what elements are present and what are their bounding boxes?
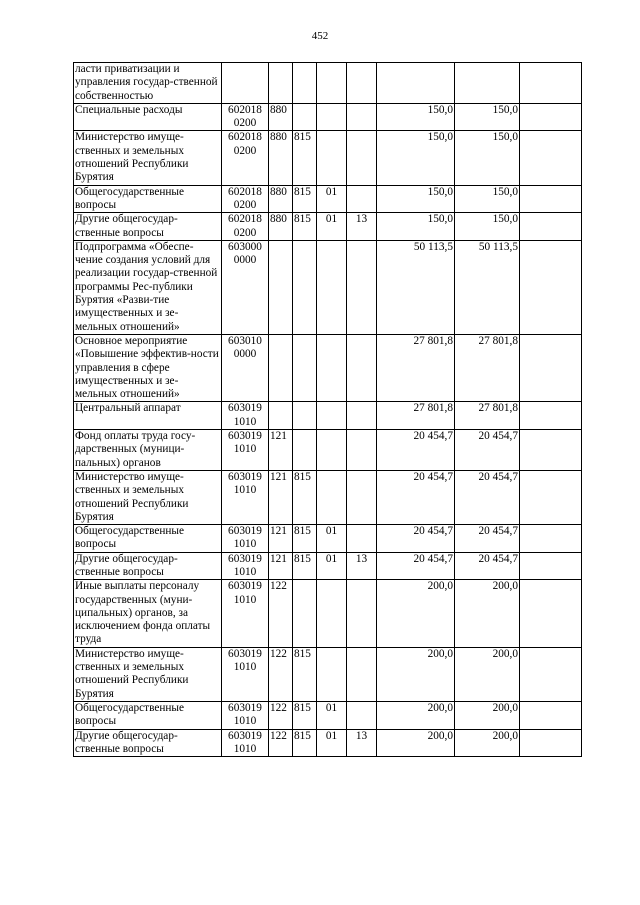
amount-cell: 200,0: [377, 580, 455, 647]
amount-total-cell: [455, 63, 520, 104]
row-name-cell: ласти приватизации и управления государ-ственной собственностью: [74, 63, 222, 104]
amount-cell: 20 454,7: [377, 430, 455, 471]
ministry-code-cell: 815: [293, 213, 317, 241]
expense-type-cell: 121: [269, 470, 293, 524]
empty-cell: [520, 701, 582, 729]
target-code-cell: 602018 0200: [222, 185, 269, 213]
section-code-cell: 01: [317, 701, 347, 729]
table-row: [74, 334, 582, 401]
table-body: [74, 63, 582, 757]
amount-cell: 20 454,7: [377, 470, 455, 524]
amount-cell: 150,0: [377, 103, 455, 131]
expense-type-cell: 880: [269, 185, 293, 213]
expense-type-cell: 122: [269, 701, 293, 729]
ministry-code-cell: 815: [293, 647, 317, 701]
table-row: [74, 185, 582, 213]
expense-type-cell: 880: [269, 213, 293, 241]
ministry-code-cell: 815: [293, 185, 317, 213]
subsection-code-cell: [347, 63, 377, 104]
target-code-cell: 603019 1010: [222, 647, 269, 701]
section-code-cell: 01: [317, 213, 347, 241]
expense-type-cell: 880: [269, 131, 293, 185]
row-name-cell: Другие общегосудар-ственные вопросы: [74, 552, 222, 580]
row-name-cell: Фонд оплаты труда госу-дарственных (муници-пальных) органов: [74, 430, 222, 471]
section-code-cell: [317, 580, 347, 647]
ministry-code-cell: 815: [293, 701, 317, 729]
row-name-cell: Общегосударственные вопросы: [74, 525, 222, 553]
amount-cell: [377, 63, 455, 104]
ministry-code-cell: 815: [293, 470, 317, 524]
expense-type-cell: 122: [269, 729, 293, 757]
target-code-cell: 603019 1010: [222, 402, 269, 430]
amount-cell: 50 113,5: [377, 240, 455, 334]
table-row: [74, 729, 582, 757]
amount-total-cell: 50 113,5: [455, 240, 520, 334]
expense-type-cell: [269, 402, 293, 430]
target-code-cell: [222, 63, 269, 104]
row-name-cell: Специальные расходы: [74, 103, 222, 131]
target-code-cell: 602018 0200: [222, 131, 269, 185]
amount-cell: 27 801,8: [377, 402, 455, 430]
target-code-cell: 603019 1010: [222, 701, 269, 729]
section-code-cell: 01: [317, 729, 347, 757]
ministry-code-cell: [293, 103, 317, 131]
empty-cell: [520, 525, 582, 553]
amount-cell: 27 801,8: [377, 334, 455, 401]
table-row: [74, 647, 582, 701]
table-row: [74, 470, 582, 524]
section-code-cell: [317, 63, 347, 104]
section-code-cell: 01: [317, 525, 347, 553]
section-code-cell: [317, 240, 347, 334]
amount-total-cell: 200,0: [455, 580, 520, 647]
amount-total-cell: 200,0: [455, 647, 520, 701]
row-name-cell: Общегосударственные вопросы: [74, 701, 222, 729]
ministry-code-cell: [293, 402, 317, 430]
subsection-code-cell: [347, 525, 377, 553]
empty-cell: [520, 470, 582, 524]
expense-type-cell: [269, 63, 293, 104]
empty-cell: [520, 185, 582, 213]
section-code-cell: [317, 470, 347, 524]
subsection-code-cell: [347, 240, 377, 334]
amount-total-cell: 200,0: [455, 729, 520, 757]
expense-type-cell: 122: [269, 580, 293, 647]
table-row: [74, 402, 582, 430]
empty-cell: [520, 647, 582, 701]
table-row: [74, 213, 582, 241]
amount-total-cell: 200,0: [455, 701, 520, 729]
target-code-cell: 603000 0000: [222, 240, 269, 334]
empty-cell: [520, 729, 582, 757]
expense-type-cell: [269, 334, 293, 401]
ministry-code-cell: [293, 580, 317, 647]
empty-cell: [520, 334, 582, 401]
section-code-cell: [317, 402, 347, 430]
amount-total-cell: 20 454,7: [455, 552, 520, 580]
subsection-code-cell: [347, 470, 377, 524]
amount-cell: 200,0: [377, 729, 455, 757]
table-row: [74, 525, 582, 553]
amount-total-cell: 20 454,7: [455, 470, 520, 524]
ministry-code-cell: [293, 240, 317, 334]
target-code-cell: 603019 1010: [222, 580, 269, 647]
target-code-cell: 603019 1010: [222, 470, 269, 524]
target-code-cell: 602018 0200: [222, 213, 269, 241]
ministry-code-cell: [293, 430, 317, 471]
table-row: [74, 131, 582, 185]
target-code-cell: 603010 0000: [222, 334, 269, 401]
row-name-cell: Министерство имуще-ственных и земельных отношений Республики Бурятия: [74, 131, 222, 185]
expense-type-cell: 121: [269, 525, 293, 553]
section-code-cell: [317, 103, 347, 131]
subsection-code-cell: 13: [347, 552, 377, 580]
row-name-cell: Иные выплаты персоналу государственных (муни-ципальных) органов, за исключением фонда оплаты труда: [74, 580, 222, 647]
amount-cell: 20 454,7: [377, 552, 455, 580]
ministry-code-cell: [293, 334, 317, 401]
empty-cell: [520, 580, 582, 647]
row-name-cell: Основное мероприятие «Повышение эффектив-ности управления в сфере имущественных и зе-мельных отношений»: [74, 334, 222, 401]
expense-type-cell: 880: [269, 103, 293, 131]
ministry-code-cell: 815: [293, 131, 317, 185]
amount-cell: 20 454,7: [377, 525, 455, 553]
row-name-cell: Общегосударственные вопросы: [74, 185, 222, 213]
target-code-cell: 603019 1010: [222, 430, 269, 471]
row-name-cell: Министерство имуще-ственных и земельных отношений Республики Бурятия: [74, 647, 222, 701]
row-name-cell: Центральный аппарат: [74, 402, 222, 430]
row-name-cell: Министерство имуще-ственных и земельных отношений Республики Бурятия: [74, 470, 222, 524]
section-code-cell: 01: [317, 552, 347, 580]
ministry-code-cell: [293, 63, 317, 104]
section-code-cell: [317, 334, 347, 401]
subsection-code-cell: [347, 430, 377, 471]
table-row: [74, 430, 582, 471]
budget-table: [73, 62, 582, 757]
row-name-cell: Другие общегосудар-ственные вопросы: [74, 729, 222, 757]
amount-cell: 150,0: [377, 213, 455, 241]
amount-total-cell: 27 801,8: [455, 402, 520, 430]
empty-cell: [520, 131, 582, 185]
section-code-cell: [317, 131, 347, 185]
subsection-code-cell: [347, 701, 377, 729]
expense-type-cell: 121: [269, 552, 293, 580]
expense-type-cell: 122: [269, 647, 293, 701]
row-name-cell: Другие общегосудар-ственные вопросы: [74, 213, 222, 241]
empty-cell: [520, 63, 582, 104]
table-row: [74, 63, 582, 104]
amount-total-cell: 150,0: [455, 185, 520, 213]
ministry-code-cell: 815: [293, 552, 317, 580]
amount-total-cell: 150,0: [455, 103, 520, 131]
section-code-cell: [317, 647, 347, 701]
amount-cell: 200,0: [377, 647, 455, 701]
section-code-cell: [317, 430, 347, 471]
table-row: [74, 552, 582, 580]
amount-total-cell: 20 454,7: [455, 525, 520, 553]
subsection-code-cell: 13: [347, 213, 377, 241]
target-code-cell: 603019 1010: [222, 729, 269, 757]
empty-cell: [520, 402, 582, 430]
amount-cell: 150,0: [377, 185, 455, 213]
empty-cell: [520, 240, 582, 334]
amount-total-cell: 150,0: [455, 213, 520, 241]
table-row: [74, 103, 582, 131]
empty-cell: [520, 213, 582, 241]
empty-cell: [520, 552, 582, 580]
target-code-cell: 602018 0200: [222, 103, 269, 131]
table-row: [74, 240, 582, 334]
amount-cell: 150,0: [377, 131, 455, 185]
amount-cell: 200,0: [377, 701, 455, 729]
ministry-code-cell: 815: [293, 525, 317, 553]
subsection-code-cell: [347, 647, 377, 701]
target-code-cell: 603019 1010: [222, 525, 269, 553]
expense-type-cell: 121: [269, 430, 293, 471]
subsection-code-cell: [347, 185, 377, 213]
amount-total-cell: 150,0: [455, 131, 520, 185]
page-number: 452: [311, 30, 329, 42]
subsection-code-cell: [347, 103, 377, 131]
subsection-code-cell: 13: [347, 729, 377, 757]
subsection-code-cell: [347, 131, 377, 185]
subsection-code-cell: [347, 334, 377, 401]
table-row: [74, 580, 582, 647]
ministry-code-cell: 815: [293, 729, 317, 757]
subsection-code-cell: [347, 580, 377, 647]
amount-total-cell: 27 801,8: [455, 334, 520, 401]
expense-type-cell: [269, 240, 293, 334]
empty-cell: [520, 430, 582, 471]
subsection-code-cell: [347, 402, 377, 430]
table-row: [74, 701, 582, 729]
section-code-cell: 01: [317, 185, 347, 213]
empty-cell: [520, 103, 582, 131]
target-code-cell: 603019 1010: [222, 552, 269, 580]
amount-total-cell: 20 454,7: [455, 430, 520, 471]
row-name-cell: Подпрограмма «Обеспе-чение создания условий для реализации государ-ственной программы Рес-публики Бурятия «Разви-тие имущественных и зе-мельных отношений»: [74, 240, 222, 334]
